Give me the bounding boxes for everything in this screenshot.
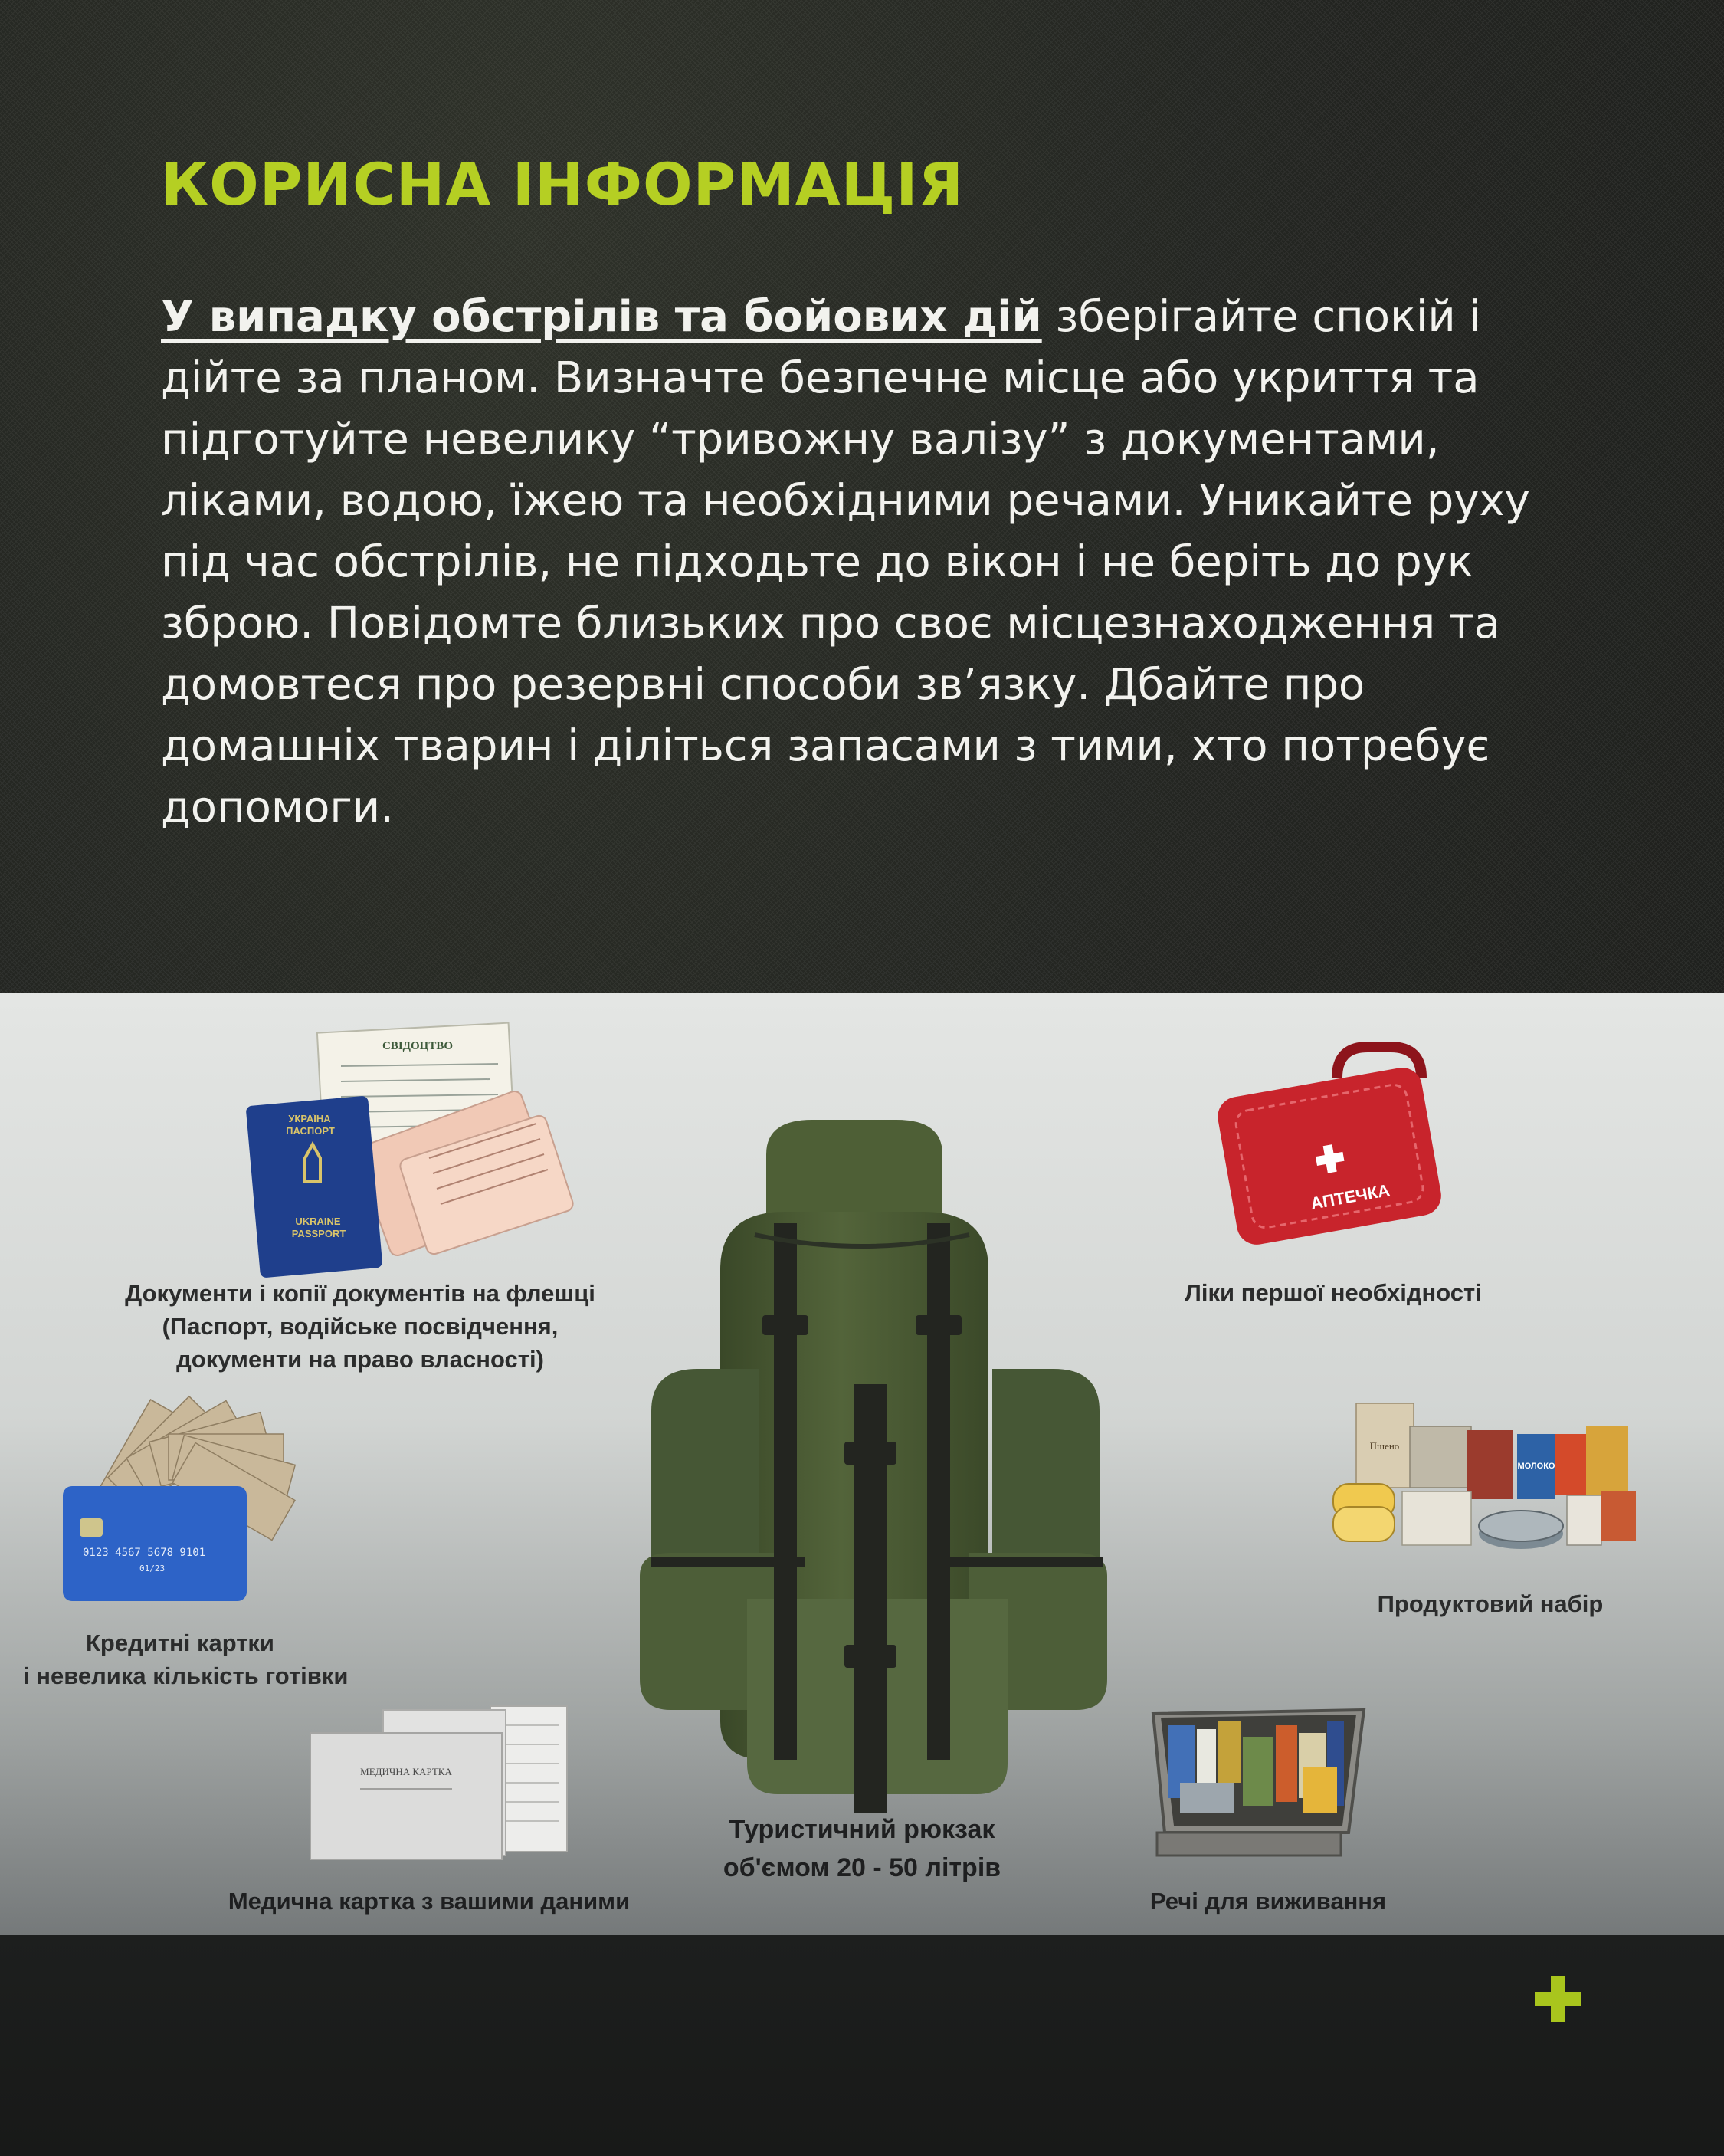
page-title: КОРИСНА ІНФОРМАЦІЯ [161,150,965,218]
kit-illustration [0,993,1724,1935]
documents-caption-line-1: Документи і копії документів на флешці [125,1280,595,1307]
food-caption: Продуктовий набір [1377,1590,1604,1617]
passport-text-1: УКРАЇНА [288,1113,331,1124]
first-aid-caption: Ліки першої необхідності [1185,1279,1482,1306]
medical-caption: Медична картка з вашими даними [228,1888,631,1915]
survival-caption: Речі для виживання [1149,1888,1387,1915]
plus-icon [1535,1976,1581,2022]
first-aid-label: АПТЕЧКА [1309,1180,1391,1213]
first-aid-kit-image [1214,1047,1444,1248]
passport-text-3: UKRAINE [295,1216,341,1227]
passport-text-4: PASSPORT [291,1228,346,1239]
medical-card-image [310,1706,567,1859]
intro-body: зберігайте спокій і дійте за планом. Визначте безпечне місце або укриття та підготуйте невелику “тривожну валізу” з документами, ліками, водою, їжею та необхідними речами. Уникайте руху під час обстрілів, не підходьте до вікон і не беріть до рук зброю. Повідомте близьких про своє місцезнаходження та домовтеся про резервні способи зв’язку. Дбайте про домашніх тварин і діліться запасами з тими, хто потребує допомоги. [161,292,1530,832]
footer-band [0,1935,1724,2156]
documents-image [246,1023,575,1278]
backpack-caption-line-2: об'ємом 20 - 50 літрів [723,1853,1001,1882]
documents-caption [107,1277,613,1376]
cards-caption-line-1: Кредитні картки [85,1629,274,1656]
certificate-title: СВІДОЦТВО [382,1040,454,1052]
medical-card-title: МЕДИЧНА КАРТКА [360,1766,452,1777]
intro-paragraph [161,287,1563,838]
intro-lead: У випадку обстрілів та бойових дій [161,292,1042,342]
cards-caption [23,1626,349,1692]
passport-text-2: ПАСПОРТ [286,1125,335,1137]
emergency-kit-infographic [0,993,1724,1935]
documents-caption-line-2: (Паспорт, водійське посвідчення, [162,1313,559,1340]
backpack-image [640,1120,1107,1813]
backpack-caption-line-1: Туристичний рюкзак [729,1815,995,1844]
card-expiry: 01/23 [139,1564,166,1574]
cards-cash-image [63,1396,295,1601]
documents-caption-line-3: документи на право власності) [176,1346,544,1373]
survival-items-image [1153,1710,1364,1856]
backpack-caption [682,1810,1042,1887]
food-pack-label-2: МОЛОКО [1517,1462,1555,1471]
food-set-image [1333,1403,1636,1549]
cards-caption-line-2: і невелика кількість готівки [23,1662,349,1689]
card-number: 0123 4567 5678 9101 [83,1547,206,1559]
food-pack-label-1: Пшено [1369,1440,1400,1452]
